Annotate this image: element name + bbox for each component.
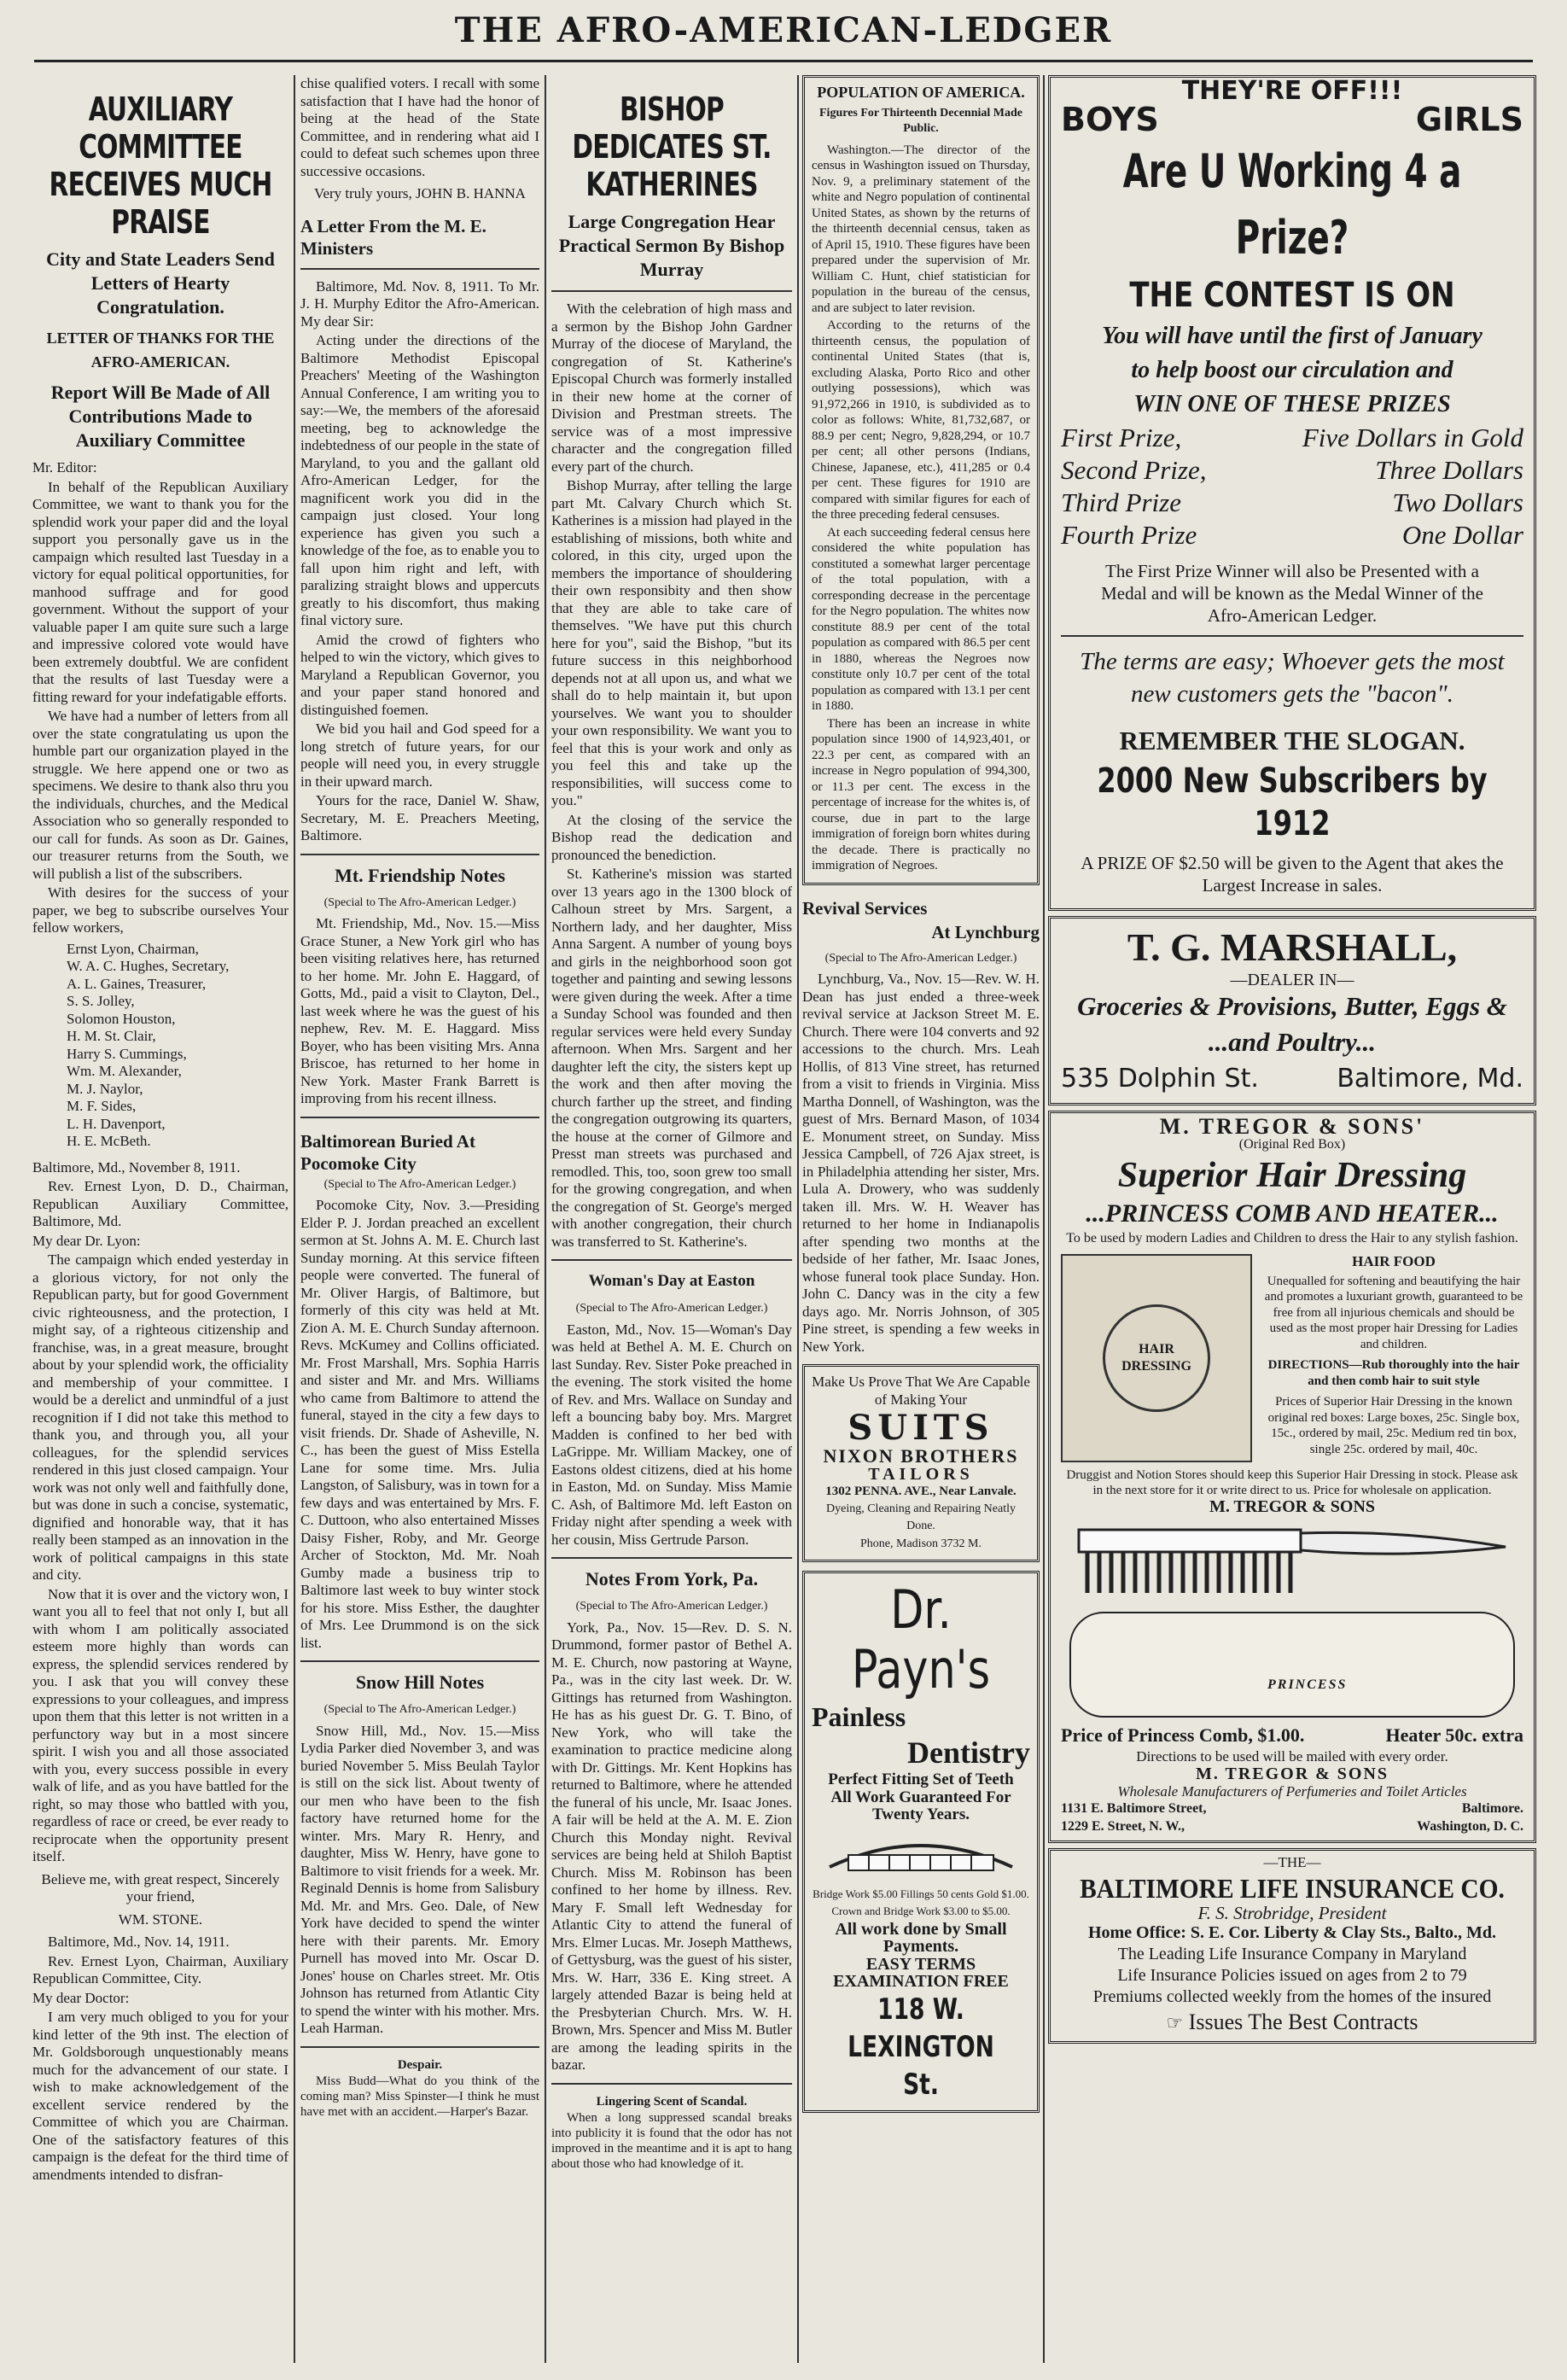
deck: City and State Leaders Send Letters of Hearty Congratulation.	[46, 248, 275, 318]
signatory: W. A. C. Hughes, Secretary,	[67, 958, 230, 974]
paragraph: At each succeeding federal census here considered the white population has constituted a somewhat larger percentage of the total population, with a corresponding decrease in the percentage for the Negro population. The whites now constitute 88.9 per cent of the total population as compared with 86.5 per cent in 1880, whereas the Negroes now constitute only 10.7 per cent of the total population as compared with 13.1 per cent in 1880.	[812, 525, 1030, 713]
contest-question: Are U Working 4 a Prize?	[1122, 143, 1462, 265]
prize-row	[1061, 422, 1523, 454]
ad-line: TAILORS	[868, 1464, 974, 1484]
population-title: POPULATION OF AMERICA.	[817, 84, 1025, 101]
tregor-text	[1264, 1254, 1523, 1462]
ad-line: All work done by Small Payments.	[835, 1919, 1007, 1956]
headline-easton: Woman's Day at Easton	[588, 1272, 755, 1290]
ad-line: EXAMINATION FREE	[833, 1972, 1009, 1991]
prize-row	[1061, 487, 1523, 519]
tregor-signature-2: M. TREGOR & SONS	[1195, 1765, 1389, 1783]
marshall-city: Baltimore, Md.	[1337, 1064, 1523, 1094]
heater-label: PRINCESS	[1267, 1677, 1348, 1692]
prize-value: One Dollar	[1401, 519, 1523, 550]
teeth-icon	[823, 1829, 1019, 1881]
special-line: (Special to The Afro-American Ledger.)	[824, 951, 1017, 965]
column-1	[32, 75, 288, 2363]
salutation: My dear Dr. Lyon:	[32, 1232, 141, 1249]
paragraph: Bishop Murray, after telling the large part Mt. Calvary Church which St. Katherines is a mission had played in the establishing of missions, both white and colored, in this city, urged upon the members the importance of shouldering their own responsibity and then show that they are able to take care of themselves. "We have put this church here for you", said the Bishop, "but its future success in this neighborhood depends not at all upon us, and what we shall do to help maintain it, but upon yourselves. We want you to shoulder your own responsibility. We want you to feel that this is your work and only as you feel this and take up the responsibilities, will success come to you."	[551, 477, 792, 808]
column-rule	[797, 75, 799, 2363]
marshall-name: T. G. MARSHALL,	[1127, 925, 1458, 969]
paragraph: Washington.—The director of the census in Washington issued on Thursday, Nov. 9, a preliminary statement of the white and Negro population of continental United States, as shown by the returns of the thirteenth decennial census, taken as of April 15, 1910. These figures have been prepared under the supervision of Mr. William C. Hunt, chief statistician for population in the bureau of the census, and are subject to later revision.	[812, 143, 1030, 315]
deck: LETTER OF THANKS FOR THE AFRO-AMERICAN.	[46, 330, 275, 370]
ad-dentistry: Dentistry	[907, 1735, 1030, 1770]
special-line: (Special to The Afro-American Ledger.)	[323, 1177, 516, 1191]
paragraph: With desires for the success of your paper, we beg to subscribe ourselves Your fellow workers,	[32, 884, 288, 936]
tregor-address-row	[1061, 1800, 1523, 1818]
column-4	[802, 75, 1040, 2363]
ad-line: EASY TERMS	[865, 1954, 976, 1974]
headline-scandal: Lingering Scent of Scandal.	[596, 2094, 748, 2109]
marshall-address: 535 Dolphin St.	[1061, 1064, 1259, 1094]
headline-mt-friendship: Mt. Friendship Notes	[335, 864, 505, 886]
payn-ad	[802, 1571, 1040, 2113]
tregor-use: To be used by modern Ladies and Children to dress the Hair to any stylish fashion.	[1066, 1231, 1518, 1245]
special-line: (Special to The Afro-American Ledger.)	[575, 1600, 768, 1613]
contest-ad	[1048, 75, 1536, 911]
contest-line: You will have until the first of January	[1102, 322, 1483, 349]
ad-address: 118 W. LEXINGTON St.	[848, 1992, 994, 2102]
ad-dr-payn: Dr. Payn's	[851, 1578, 991, 1700]
paragraph: I am very much obliged to you for your kind letter of the 9th inst. The election of Mr. Goldsborough unquestionably means much for the advancement of our state. I wish to make acknowledgement of the excellent service rendered by the Committee of which you are Chairman. One of the satisfactory features of this campaign is the defeat for the third time of amendments intended to disfran-	[32, 2009, 288, 2183]
signatory: M. J. Naylor,	[67, 1080, 143, 1097]
signatory: Ernst Lyon, Chairman,	[67, 940, 199, 957]
population-deck: Figures For Thirteenth Decennial Made Public.	[819, 106, 1022, 135]
paragraph: Baltimore, Md. Nov. 8, 1911. To Mr. J. H. Murphy Editor the Afro-American. My dear Sir:	[300, 277, 539, 330]
life-insurance-ad	[1048, 1848, 1536, 2044]
signature: Very truly yours, JOHN B. HANNA	[314, 185, 526, 201]
deck: Report Will Be Made of All Contributions Made to Auxiliary Committee	[50, 382, 271, 451]
paragraph: Miss Budd—What do you think of the coming man? Miss Spinster—I think he must have met with an accident.—Harper's Bazar.	[300, 2074, 539, 2119]
marshall-ad	[1048, 916, 1536, 1106]
tregor-city: Baltimore.	[1461, 1801, 1523, 1816]
signatory: L. H. Davenport,	[67, 1115, 166, 1132]
contest-medal: The First Prize Winner will also be Presented with a Medal and will be known as the Medal Winner of the Afro-American Ledger.	[1101, 560, 1483, 626]
prize-label: Second Prize,	[1061, 454, 1207, 485]
signatories	[67, 941, 288, 1151]
signatory: Wm. M. Alexander,	[67, 1063, 182, 1079]
nixon-ad	[802, 1364, 1040, 1562]
signature: WM. STONE.	[118, 1910, 203, 1928]
life-president: F. S. Strobridge, President	[1197, 1902, 1387, 1923]
tregor-city: Washington, D. C.	[1417, 1818, 1523, 1834]
ad-line: Dyeing, Cleaning and Repairing Neatly Done.	[826, 1502, 1016, 1532]
tregor-directions: DIRECTIONS—Rub thoroughly into the hair and then comb hair to suit style	[1267, 1358, 1520, 1388]
paragraph: Now that it is over and the victory won, I want you all to feel that not only I, but all with whom I am politically associated esteem more highly than words can express, the splendid services rendered by you. I ask that you will convey these expressions to your colleagues, and impress upon them that this letter is not written in a perfunctory way but in a most sincere spirit. I wish you and all those associated with you, every success possible in every walk of life, and as you have battled for the right, so may those who battled with you, regardless of race or creed, be ever ready to reciprocate when the opportunity present itself.	[32, 1585, 288, 1864]
paragraph: According to the returns of the thirteenth census, the population of continental United States (that is, excluding Alaska, Porto Rico and other outlying possessions), which was 91,972,266 in 1910, is subdivided as to color as follows: White, 81,732,687, or 88.9 per cent; Negro, 9,828,294, or 10.7 per cent; all other persons (Indians, Chinese, Japanese, etc.), 411,285 or 0.4 per cent. These figures for 1910 are compared with similar figures for each of the three preceding federal censuses.	[812, 318, 1030, 522]
headline-revival: Revival Services	[802, 897, 928, 919]
paragraph: Lynchburg, Va., Nov. 15—Rev. W. H. Dean has just ended a three-week revival service at Jackson Street M. E. Church. There were 104 converts and 92 accessions to the church. Mrs. Leah Hollis, of 813 Vine street, has returned from a visit to friends in Virginia. Miss Martha Donnell, of Washington, was the guest of Mrs. Bernard Mason, of 1034 E. Monument street, on Sunday. Miss Jessica Campbell, of 726 Ajax street, is in Philadelphia attending her sister, Mrs. Lula A. Drowery, who was suddenly taken ill. Mrs. W. H. Weaver has returned to her home in Indianapolis after spending two months at the bedside of her father, Mr. Isaac Jones, whose funeral took place Sunday. Hon. John C. Dancy was in the city a few days ago. Mr. Norris Johnson, of 305 Pine street, is spending a few weeks in New York.	[802, 971, 1040, 1355]
prize-label: Fourth Prize	[1061, 519, 1197, 550]
paragraph: Pocomoke City, Nov. 3.—Presiding Elder P. J. Jordan preached an excellent sermon at St. Johns A. M. E. Church last Sunday morning. At this service fifteen people were converted. The funeral of Mr. Oliver Hargis, of Baltimore, but formerly of this city was held at Mt. Zion A. M. E. Church Sunday afternoon. Revs. McKumey and Collins officiated. Mr. Frost Marshall, Mrs. Sophia Harris and sister and Mr. and Mrs. Williams who came from Baltimore to attend the funeral, stayed in the city a few days to visit friends. Dr. Shade of Asheville, N. C., has been the guest of Miss Estella Lane for some time. Mrs. Julia Langston, of Salisbury, was in town for a few days and was entertained by Mrs. F. C. Duttoon, who also entertained Misses Daisy Fisher, Roby, and Mr. George Archer of Stockton, Md. Mr. Noah Gumby made a business trip to Baltimore last week to buy winter stock for his store. Miss Esther, the daughter of Mrs. Lee Drummond is on the sick list.	[300, 1197, 539, 1651]
signatory: H. M. St. Clair,	[67, 1028, 156, 1044]
life-the: —THE—	[1263, 1854, 1321, 1870]
masthead-rule	[34, 60, 1533, 62]
life-line	[1061, 2008, 1523, 2038]
headline-pocomoke: Baltimorean Buried At Pocomoke City	[300, 1130, 475, 1174]
contest-slogan-big: 2000 New Subscribers by 1912	[1097, 761, 1488, 843]
headline-york: Notes From York, Pa.	[585, 1568, 759, 1590]
paragraph: Mr. Editor:	[32, 459, 97, 475]
ad-line: Make Us Prove That We Are Capable of Making Your	[812, 1374, 1030, 1408]
tregor-signature: M. TREGOR & SONS	[1209, 1497, 1376, 1516]
paragraph: chise qualified voters. I recall with some satisfaction that I have had the honor of being at the head of the State Committee, and in rendering what aid I could to defeat such schemes upon three successive occasions.	[300, 75, 539, 179]
life-line: The Leading Life Insurance Company in Maryland	[1117, 1945, 1467, 1963]
deck: Large Congregation Hear Practical Sermon By Bishop Murray	[558, 211, 785, 280]
ad-line: Bridge Work $5.00 Fillings 50 cents Gold $1.00. Crown and Bridge Work $3.00 to $5.00.	[813, 1887, 1029, 1917]
pointing-hand-icon: ☞	[1166, 2012, 1184, 2033]
prize-value: Three Dollars	[1375, 454, 1523, 485]
marshall-goods: Groceries & Provisions, Butter, Eggs &	[1077, 991, 1507, 1021]
paragraph: With the celebration of high mass and a sermon by the Bishop John Gardner Murray of the diocese of Maryland, the congregation of St. Katherine's Episcopal Church was formerly installed in their new home at the corner of Division and Prestman streets. The service was of a most impressive character and the congregation filled every part of the church.	[551, 300, 792, 475]
heater-icon	[1069, 1612, 1515, 1718]
special-line: (Special to The Afro-American Ledger.)	[575, 1302, 768, 1315]
salutation: My dear Doctor:	[32, 1989, 130, 2006]
column-5	[1048, 75, 1536, 2363]
paragraph: Yours for the race, Daniel W. Shaw, Secretary, M. E. Preachers Meeting, Baltimore.	[300, 792, 539, 843]
divider	[300, 1117, 539, 1118]
tregor-ad	[1048, 1111, 1536, 1843]
ad-line: 1302 PENNA. AVE., Near Lanvale.	[825, 1485, 1017, 1498]
contest-line: to help boost our circulation and	[1131, 356, 1453, 383]
price-heater: Heater 50c. extra	[1385, 1724, 1523, 1746]
population-box	[802, 75, 1040, 885]
marshall-address-row	[1061, 1060, 1523, 1098]
life-office: Home Office: S. E. Cor. Liberty & Clay Sts., Balto., Md.	[1087, 1923, 1497, 1942]
paragraph: There has been an increase in white population since 1900 of 14,923,401, or 22.3 per cent, as compared with an increase in Negro population of 994,300, or 11.3 per cent. The excess in the percentage of increase for the whites is, of course, due in part to the large immigration of foreign born whites during the decade. There is practically no immigration of Negroes.	[812, 716, 1030, 872]
divider	[551, 1259, 792, 1261]
closing: Believe me, with great respect, Sincerely your friend,	[41, 1870, 280, 1905]
contest-girls: GIRLS	[1415, 100, 1523, 138]
prize-value: Two Dollars	[1392, 487, 1523, 517]
prize-row	[1061, 454, 1523, 487]
special-line: (Special to The Afro-American Ledger.)	[323, 1703, 516, 1716]
paragraph: Snow Hill, Md., Nov. 15.—Miss Lydia Parker died November 3, and was buried November 5. Miss Beulah Taylor is still on the sick list. About twenty of our men who have been to the fish factory have returned home for the winter. Mrs. Mary R. Henry, and daughter, Miss W. Henry, have gone to Baltimore to visit friends for a week. Mr. Reginald Dennis is home from Salisbury Md. Mr. and Mrs. Geo. Dale, of New York have decided to spend the winter here with their parents. Mr. Emory Purnell has moved into Mr. Oscar D. Jones' house on Charles street. Mr. Otis Johnson has returned from Atlantic City to spend the winter with his mother. Mrs. Leah Harman.	[300, 1722, 539, 2036]
ad-line: NIXON BROTHERS	[823, 1445, 1019, 1467]
tregor-druggist: Druggist and Notion Stores should keep this Superior Hair Dressing in stock. Please ask in the next store for it or write direct to us. Price for wholesale on application.	[1066, 1468, 1518, 1497]
tregor-mail: Directions to be used will be mailed with every order.	[1136, 1747, 1448, 1765]
special-line: (Special to The Afro-American Ledger.)	[323, 895, 516, 909]
headline-snow-hill: Snow Hill Notes	[355, 1671, 485, 1693]
paragraph: We bid you hail and God speed for a long stretch of future years, for our people will need you, in every struggle in their upward march.	[300, 720, 539, 790]
tregor-address-row	[1061, 1818, 1523, 1836]
divider	[551, 290, 792, 292]
paragraph: At the closing of the service the Bishop read the dedication and pronounced the benediction.	[551, 811, 792, 863]
headline-lynchburg: At Lynchburg	[931, 921, 1040, 942]
contest-line: WIN ONE OF THESE PRIZES	[1133, 390, 1451, 417]
divider	[1061, 635, 1523, 637]
life-line: Life Insurance Policies issued on ages from 2 to 79	[1117, 1966, 1467, 1985]
paragraph: We have had a number of letters from all over the state congratulating us upon the humble part our organization played in the struggle. We here append one or two as specimens. We desire to thank also thru you the individuals, churches, and the Medical Association who so generally responded to our call for funds. As soon as Dr. Gaines, our treasurer returns from the South, we will publish a list of the subscribers.	[32, 708, 288, 882]
paragraph: Acting under the directions of the Baltimore Methodist Episcopal Preachers' Meeting of the Washington Annual Conference, I am writing you to say:—We, the members of the aforesaid meeting, beg to acknowledge the indebtedness of our people in the state of Maryland, to you and the gallant old Afro-American Ledger, for the magnificent work you did in the campaign just closed. Your long experience has given you such a knowledge of the foe, as to enable you to fall upon him right and left, with paralizing straight blows and uppercuts greatly to his discomfort, thus making final victory sure.	[300, 332, 539, 628]
hair-tin-icon	[1061, 1254, 1252, 1462]
column-3	[551, 75, 792, 2363]
tregor-box: (Original Red Box)	[1238, 1136, 1346, 1152]
ad-suits: SUITS	[848, 1408, 994, 1448]
dateline: Baltimore, Md., November 8, 1911.	[32, 1158, 241, 1175]
divider	[300, 2046, 539, 2048]
paragraph: Rev. Ernest Lyon, D. D., Chairman, Republican Auxiliary Committee, Baltimore, Md.	[32, 1178, 288, 1229]
tregor-food-text: Unequalled for softening and beautifying the hair and promotes a luxuriant growth, guaranteed to be free from all injurious chemicals and should be used as the most proper hair Dressing for Ladies and children.	[1264, 1274, 1523, 1351]
contest-terms: The terms are easy; Whoever gets the most new customers gets the "bacon".	[1080, 647, 1505, 708]
tregor-address: 1131 E. Baltimore Street,	[1061, 1801, 1207, 1816]
divider	[551, 2083, 792, 2085]
tregor-princess: ...PRINCESS COMB AND HEATER...	[1086, 1199, 1499, 1228]
signatory: H. E. McBeth.	[67, 1133, 151, 1149]
divider	[300, 854, 539, 855]
headline-bishop: BISHOP DEDICATES ST. KATHERINES	[572, 90, 772, 203]
life-contracts: Issues The Best Contracts	[1188, 2010, 1418, 2034]
ad-painless: Painless	[812, 1701, 906, 1732]
masthead: THE AFRO-AMERICAN-LEDGER	[454, 10, 1113, 50]
tregor-body	[1061, 1254, 1523, 1462]
divider	[300, 1660, 539, 1662]
life-line: Premiums collected weekly from the homes of the insured	[1092, 1987, 1492, 2006]
column-rule	[294, 75, 295, 2363]
paragraph: York, Pa., Nov. 15—Rev. D. S. N. Drummond, former pastor of Bethel A. M. E. Church, now pastoring at Wayne, Pa., was in the city last week. Dr. W. Gittings has returned from Washington. He has as his guest Dr. G. T. Bino, of New York, who will take the examination to practice medicine along with Dr. Gittings. Mr. Kent Hopkins has returned to Baltimore, where he attended the funeral of his uncle, Mr. Isaac Jones. A fair will be held at the A. M. E. Zion Church this Monday night. Revival services are being held at Shiloh Baptist Church. Miss M. Robinson has been confined to her home by illness. Rev. Mary F. Small left Wednesday for Atlantic City to attend the funeral of Mrs. Elmer Lucas. Mr. Joseph Matthews, of Gettysburg, was the guest of his sister, Mrs. W. Harr, 336 E. King street. A largely attended Bazar is being held at the Presbyterian Church. Mrs. W. H. Brown, Mrs. Spencer and Miss M. Butler are among the leading spirits in the bazar.	[551, 1619, 792, 2073]
paragraph: Rev. Ernest Lyon, Chairman, Auxiliary Republican Committee, City.	[32, 1952, 288, 1986]
dateline: Baltimore, Md., Nov. 14, 1911.	[48, 1934, 230, 1950]
headline-auxiliary: AUXILIARY COMMITTEE RECEIVES MUCH PRAISE	[49, 90, 272, 241]
paragraph: St. Katherine's mission was started over 13 years ago in the 1300 block of Calhoun street by Mrs. Sargent, a Northern lady, and her daughter, Miss Anna Sargent. A number of young boys and girls in the neighborhood soon got together and painting and sewing lessons were given during the week. After a time a Sunday School was founded and then regular services were held every Sunday afternoon. When Mrs. Sargent and her daughter left the city, the sisters kept up the work and then after moving the church farther up the street, and finding the congregation outgrowing its quarters, the house at the corner of Gilmore and Presst man streets was purchased and remodled. This, too, soon grew too small for the growing congregation, and when the congregation of St. George's merged with another congregation, their church was transferred to St. Katherine's.	[551, 866, 792, 1250]
contest-on: THE CONTEST IS ON	[1129, 275, 1455, 315]
signatory: Solomon Houston,	[67, 1010, 176, 1027]
contest-boys: BOYS	[1061, 100, 1159, 138]
prize-value: Five Dollars in Gold	[1302, 422, 1523, 452]
contest-row	[1061, 101, 1523, 138]
column-2	[300, 75, 539, 2363]
paragraph: Amid the crowd of fighters who helped to win the victory, which gives to Maryland a Republican Governor, you and your paper stand honored and distinguished foemen.	[300, 631, 539, 718]
tregor-food: HAIR FOOD	[1352, 1253, 1436, 1269]
marshall-goods: ...and Poultry...	[1208, 1027, 1377, 1057]
divider	[300, 268, 539, 270]
headline-me-ministers: A Letter From the M. E. Ministers	[300, 215, 486, 259]
signatory: Harry S. Cummings,	[67, 1045, 187, 1062]
paragraph: The campaign which ended yesterday in a glorious victory, for not only the Republican party, but for good Government civic righteousness, and the protection, I might say, of a righteous citizenship and franchise, was, in a great measure, brought about by your splendid work, the officiality and membership of your committee. I would be a derelict and unmindful of a just recognition if I did not take this method to thank you, and through you, all your colleagues, for the splendid services rendered in this just closed campaign. Your work was not only well and faithfully done, but was done in such a concise, systematic, dignified and honorable way, that it has really been stamped as an innovation in the work of political campaigns in this state and city.	[32, 1251, 288, 1583]
comb-icon	[1062, 1521, 1523, 1607]
tin-label: HAIR DRESSING	[1103, 1304, 1210, 1412]
paragraph: When a long suppressed scandal breaks into publicity it is found that the odor has not improved in the meantime and it is apt to hang about those who had knowledge of it.	[551, 2111, 792, 2171]
signatory: A. L. Gaines, Treasurer,	[67, 975, 207, 992]
price-comb: Price of Princess Comb, $1.00.	[1061, 1724, 1305, 1746]
prize-label: First Prize,	[1061, 422, 1182, 452]
paragraph: Easton, Md., Nov. 15—Woman's Day was held at Bethel A. M. E. Church on last Sunday. Rev. Sister Poke preached in the evening. The stork visited the home of Rev. and Mrs. Wallace on Sunday and left a bouncing baby boy. Mrs. Margret Madden is confined to her bed with LaGrippe. Mr. William Mackey, one of Eastons oldest citizens, died at his home in Easton, Md. on Sunday. Miss Mamie C. Ash, of Baltimore Md. left Easton on Friday night after spending a week with her cousin, Miss Gertrude Parson.	[551, 1321, 792, 1548]
marshall-dealer: —DEALER IN—	[1230, 970, 1354, 989]
headline-despair: Despair.	[397, 2057, 443, 2072]
ad-line: Perfect Fitting Set of Teeth	[828, 1770, 1014, 1788]
contest-agent: A PRIZE OF $2.50 will be given to the Agent that akes the Largest Increase in sales.	[1081, 852, 1504, 895]
divider	[551, 1557, 792, 1559]
tregor-wholesale: Wholesale Manufacturers of Perfumeries and Toilet Articles	[1117, 1782, 1467, 1800]
life-name: BALTIMORE LIFE INSURANCE CO.	[1080, 1872, 1505, 1904]
column-rule	[1043, 75, 1045, 2363]
signatory: S. S. Jolley,	[67, 993, 135, 1009]
ad-line: All Work Guaranteed For Twenty Years.	[830, 1788, 1011, 1823]
column-rule	[545, 75, 546, 2363]
signatory: M. F. Sides,	[67, 1098, 137, 1114]
tregor-price-row	[1061, 1723, 1523, 1748]
prize-row	[1061, 519, 1523, 551]
contest-top: THEY'RE OFF!!!	[1181, 76, 1403, 106]
tregor-hair-dressing: Superior Hair Dressing	[1117, 1156, 1467, 1195]
prize-label: Third Prize	[1061, 487, 1181, 517]
contest-slogan: REMEMBER THE SLOGAN.	[1119, 725, 1465, 755]
tregor-name: M. TREGOR & SONS'	[1159, 1114, 1425, 1139]
tregor-address: 1229 E. Street, N. W.,	[1061, 1818, 1185, 1834]
ad-line: Phone, Madison 3732 M.	[860, 1537, 982, 1550]
paragraph: In behalf of the Republican Auxiliary Committee, we want to thank you for the splendid work your paper did and the loyal support you personally gave us in the campaign which resulted last Tuesday in a victory for equal political opportunities, for manhood suffrage and for good government. Without the support of your valuable paper I am quite sure such a large and impressive colored vote would have been extremely doubtful. We are confident that the results of last Tuesday were a fitting reward for your indefatigable efforts.	[32, 478, 288, 705]
paragraph: Mt. Friendship, Md., Nov. 15.—Miss Grace Stuner, a New York girl who has been visiting relatives here, has returned to her home. Mr. John E. Haggard, of Gotts, Md., paid a visit to Clayton, Del., last week where he was the guest of his nephew, Rev. M. E. Haggard. Miss Boyer, who has been visiting Mrs. Anna Briscoe, has returned to her home in New York. Master Frank Barrett is improving from his recent illness.	[300, 915, 539, 1106]
tregor-prices: Prices of Superior Hair Dressing in the known original red boxes: Large boxes, 25c. Single box, 15c., ordered by mail, 25c. Medium red tin box, single 25c. ordered by mail, 40c.	[1267, 1395, 1520, 1456]
